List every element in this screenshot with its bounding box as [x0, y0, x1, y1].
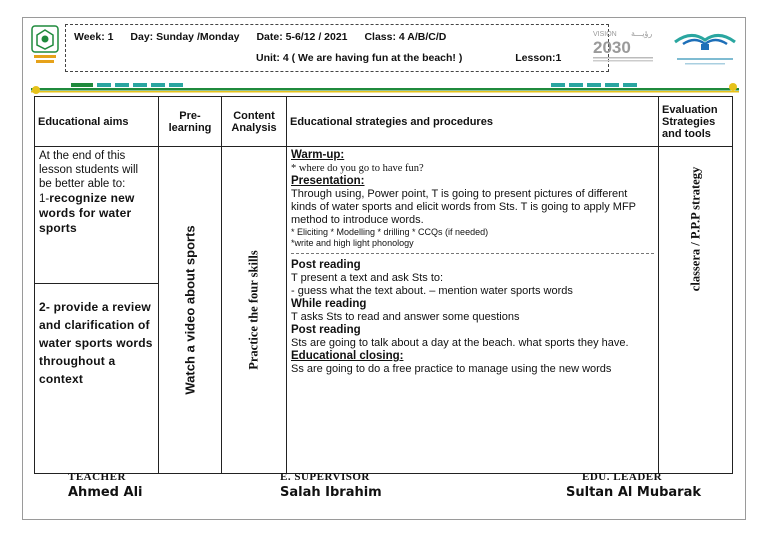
header-aims: Educational aims [35, 97, 159, 147]
unit-label: Unit: 4 ( We are having fun at the beach! ) [256, 52, 463, 64]
day-label: Day: Sunday /Monday [130, 31, 240, 43]
warmup-text: * where do you go to have fun? [291, 163, 424, 174]
closing-title: Educational closing: [291, 350, 404, 362]
post-reading-title-1: Post reading [291, 259, 361, 271]
procedures-cell [287, 147, 659, 474]
content-text: Practice the four skills [246, 250, 261, 370]
aim1-number: 1- [39, 193, 50, 205]
evaluation-cell [659, 147, 733, 474]
aims-intro: At the end of this lesson students will be better able to: [39, 150, 139, 190]
techniques-text: * Eliciting * Modelling * drilling * CCQs (if needed) [291, 227, 489, 237]
dashed-separator [291, 253, 654, 254]
vision-year: 2030 [593, 38, 631, 57]
lesson-label: Lesson:1 [515, 52, 562, 64]
prelearning-text: Watch a video about sports [182, 225, 198, 395]
aim1-text: recognize new words for water sports [39, 191, 135, 235]
supervisor-signature [280, 471, 382, 500]
evaluation-text: classera / P.P.P strategy [688, 166, 702, 292]
closing-text: Ss are going to do a free practice to manage using the new words [291, 363, 612, 375]
decorative-stripe [31, 82, 739, 96]
teacher-role: TEACHER [68, 471, 126, 483]
post-reading-title-2: Post reading [291, 324, 361, 336]
teacher-name: Ahmed Ali [68, 485, 143, 500]
post-reading-text-1b: - guess what the text about. – mention water sports words [291, 285, 573, 297]
leader-name: Sultan Al Mubarak [566, 485, 701, 500]
ministry-logo-icon [671, 26, 739, 70]
vision-2030-logo [591, 26, 661, 66]
leader-signature [566, 471, 701, 500]
post-reading-text-2: Sts are going to talk about a day at the beach. what sports they have. [291, 337, 629, 349]
vision-arabic: رؤيـــة [631, 29, 653, 38]
warmup-title: Warm-up: [291, 149, 345, 161]
supervisor-role: E. SUPERVISOR [280, 471, 370, 483]
aims-cell [35, 147, 159, 474]
aim2-text: 2- provide a review and clarification of water sports words throughout a context [39, 300, 153, 386]
class-label: Class: 4 A/B/C/D [364, 31, 447, 43]
date-label: Date: 5-6/12 / 2021 [256, 31, 348, 43]
week-label: Week: 1 [74, 31, 114, 43]
content-cell [222, 147, 287, 474]
presentation-title: Presentation: [291, 175, 365, 187]
header-content: Content Analysis [222, 97, 287, 147]
header-strategies: Educational strategies and procedures [287, 97, 659, 147]
prelearning-cell [159, 147, 222, 474]
signature-footer [0, 471, 768, 511]
presentation-text: Through using, Power point, T is going to present pictures of different kinds of water sports and elicit words from Sts. T is going to apply MFP method to introduce words. [291, 188, 636, 226]
leader-role: EDU. LEADER [582, 471, 663, 483]
lesson-plan-table [34, 96, 732, 467]
lesson-info-box [65, 24, 609, 72]
school-logo-icon [31, 25, 59, 67]
header-evaluation: Evaluation Strategies and tools [659, 97, 733, 147]
while-reading-text: T asks Sts to read and answer some questions [291, 311, 520, 323]
vision-label: VISION [593, 31, 617, 38]
header-prelearning: Pre-learning [159, 97, 222, 147]
post-reading-text-1a: T present a text and ask Sts to: [291, 272, 444, 284]
techniques-text-2: *write and high light phonology [291, 238, 414, 248]
header [31, 22, 741, 80]
while-reading-title: While reading [291, 298, 367, 310]
supervisor-name: Salah Ibrahim [280, 485, 382, 500]
teacher-signature [68, 471, 142, 500]
